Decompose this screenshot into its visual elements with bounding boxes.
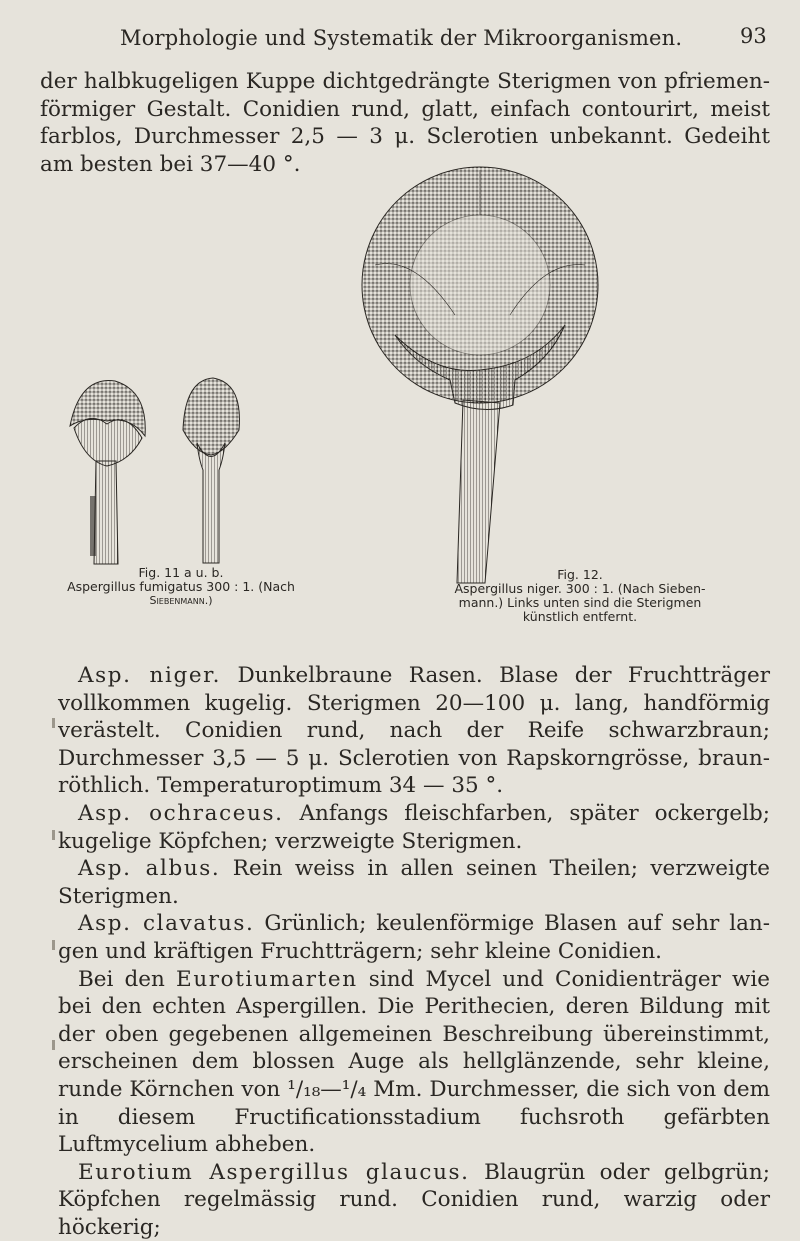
figure-11-caption bbox=[46, 566, 316, 608]
entry-name: Eurotiumarten bbox=[176, 966, 358, 992]
figure-12-line-3: künstlich entfernt. bbox=[522, 609, 638, 624]
margin-mark bbox=[52, 1040, 55, 1050]
body-text bbox=[58, 662, 770, 1241]
entry-asp-niger bbox=[58, 662, 770, 800]
entry-text: Grünlich; keulenförmige Blasen auf sehr langen und kräftigen Fruchtträgern; sehr kleine Conidien. bbox=[58, 911, 770, 964]
figure-11-source: Siebenmann.) bbox=[149, 594, 213, 607]
entry-name: Asp. niger. bbox=[78, 663, 222, 688]
figure-12-illustration bbox=[335, 165, 625, 585]
entry-eurotium bbox=[58, 966, 770, 1159]
figure-12-line-1: Aspergillus niger. 300 : 1. (Nach Sieben- bbox=[454, 581, 706, 596]
margin-mark bbox=[52, 830, 55, 840]
entry-text: Dunkelbraune Rasen. Blase der Fruchtträger vollkommen kugelig. Sterigmen 20—100 μ. lang, handförmig verästelt. Conidien rund, nach der Reife schwarzbraun; Durchmesser 3,5 — 5 μ. Sclerotien von Rapskorngrösse, braun-röthlich. Temperaturoptimum 34 — 35 °. bbox=[58, 663, 770, 799]
intro-text bbox=[40, 68, 770, 178]
entry-name: Asp. ochraceus. bbox=[78, 800, 284, 826]
figure-11-label: Fig. 11 a u. b. bbox=[138, 565, 224, 580]
entry-text: Rein weiss in allen seinen Theilen; verzweigte Sterigmen. bbox=[58, 856, 771, 909]
page-number: 93 bbox=[740, 24, 767, 48]
figure-11-species: Aspergillus fumigatus 300 : 1. bbox=[67, 579, 255, 594]
figure-11-source-prefix: (Nach bbox=[258, 579, 295, 594]
entry-name: Asp. clavatus. bbox=[78, 911, 255, 937]
entry-asp-clavatus bbox=[58, 910, 770, 965]
figure-11a-illustration bbox=[60, 366, 155, 566]
figure-12-caption bbox=[410, 568, 750, 624]
figure-11-species-line bbox=[46, 580, 316, 594]
entry-name: Asp. albus. bbox=[78, 856, 221, 882]
intro-paragraph: der halbkugeligen Kuppe dichtgedrängte Sterigmen von pfriemenförmiger Gestalt. Conidien rund, glatt, einfach contourirt, meist farblos, Durchmesser 2,5 — 3 μ. Sclerotien unbekannt. Gedeiht am besten bei 37—40 °. bbox=[40, 69, 770, 177]
entry-asp-albus bbox=[58, 855, 770, 910]
entry-text: Anfangs fleischfarben, später ockergelb; kugelige Köpfchen; verzweigte Sterigmen. bbox=[58, 800, 770, 854]
entry-asp-ochraceus bbox=[58, 800, 770, 855]
margin-mark bbox=[52, 940, 55, 950]
margin-mark bbox=[52, 718, 55, 728]
figure-11b-illustration bbox=[175, 375, 247, 565]
running-head: Morphologie und Systematik der Mikroorganismen. bbox=[120, 26, 683, 50]
entry-eurotium-glaucus bbox=[58, 1159, 770, 1241]
entry-text: Blaugrün oder gelbgrün; Köpfchen regelmässig rund. Conidien rund, warzig oder höckerig; bbox=[58, 1159, 770, 1240]
entry-name: Eurotium Aspergillus glaucus. bbox=[78, 1159, 470, 1185]
entry-prefix: Bei den bbox=[78, 966, 177, 992]
figure-12-line-2: mann.) Links unten sind die Sterigmen bbox=[458, 595, 702, 610]
entry-text: sind Mycel und Conidienträger wie bei den echten Aspergillen. Die Perithecien, deren Bildung mit der oben gegebenen allgemeinen Beschreibung übereinstimmt, erscheinen dem blossen Auge als hellglänzende, sehr kleine, runde Körnchen von ¹/₁₈—¹/₄ Mm. Durchmesser, die sich von dem in diesem Fructificationsstadium fuchsroth gefärbten Luftmycelium abheben. bbox=[58, 966, 770, 1158]
figure-12-label: Fig. 12. bbox=[557, 567, 603, 582]
